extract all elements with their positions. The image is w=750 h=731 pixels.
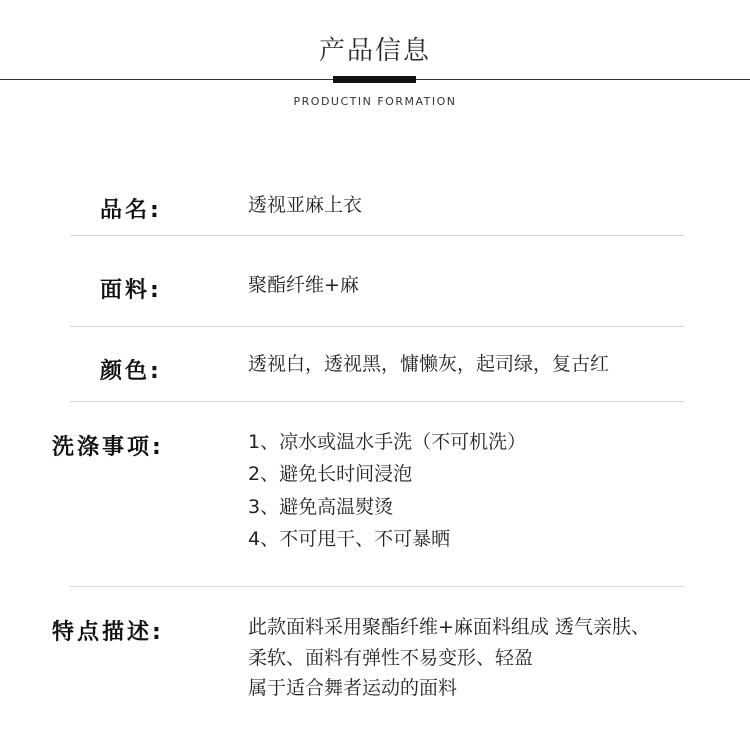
section-subtitle: PRODUCTIN FORMATION [293,95,457,108]
section-title: 产品信息 [318,36,431,66]
value-color: 透视白，透视黑，慵懒灰，起司绿，复古红 [248,353,610,375]
care-line: 4、不可甩干、不可暴晒 [248,528,451,550]
title-accent-bar [333,76,416,83]
row-divider [70,401,684,402]
label-product-name: 品名: [100,198,162,223]
care-line: 3、避免高温熨烫 [248,496,394,518]
value-product-name: 透视亚麻上衣 [248,194,363,216]
care-line: 1、凉水或温水手洗（不可机洗） [248,431,527,453]
care-line: 2、避免长时间浸泡 [248,463,413,485]
label-care: 洗涤事项: [52,435,164,460]
value-material: 聚酯纤维+麻 [248,274,359,296]
feature-line: 属于适合舞者运动的面料 [248,677,458,699]
row-divider [70,326,684,327]
label-color: 颜色: [100,359,162,384]
label-features: 特点描述: [52,620,164,645]
label-material: 面料: [100,278,162,303]
feature-line: 柔软、面料有弹性不易变形、轻盈 [248,647,534,669]
row-divider [70,586,684,587]
feature-line: 此款面料采用聚酯纤维+麻面料组成 透气亲肤、 [248,616,650,638]
row-divider [70,235,684,236]
